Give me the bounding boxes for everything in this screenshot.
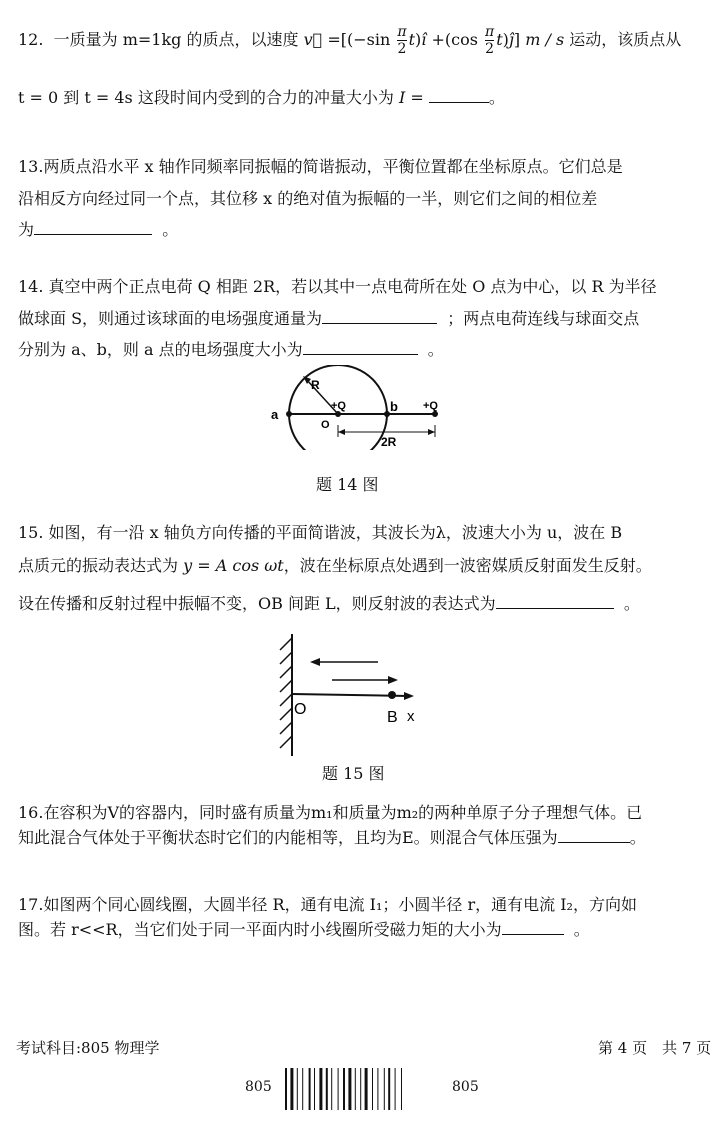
label-b: b bbox=[390, 399, 398, 414]
q14-line2: 做球面 S，则通过该球面的电场强度通量为 ；两点电荷连线与球面交点 bbox=[18, 309, 640, 328]
q17-line2: 图。若 r<<R，当它们处于同一平面内时小线圈所受磁力矩的大小为 。 bbox=[18, 920, 590, 939]
q14-line3: 分别为 a、b，则 a 点的电场强度大小为 。 bbox=[18, 340, 444, 359]
answer-blank[interactable] bbox=[558, 828, 630, 843]
label-O: O bbox=[321, 419, 330, 431]
q14-figure bbox=[265, 365, 455, 450]
barcode-label-left: 805 bbox=[245, 1079, 272, 1095]
page-number: 第 4 页 共 7 页 bbox=[598, 1039, 712, 1057]
q15-figure bbox=[268, 630, 428, 760]
q16-line2: 知此混合气体处于平衡状态时它们的内能相等，且均为E。则混合气体压强为 。 bbox=[18, 828, 646, 847]
label-B: B bbox=[387, 709, 398, 726]
label-x: x bbox=[407, 708, 415, 725]
point-a bbox=[286, 411, 292, 417]
answer-blank[interactable] bbox=[429, 88, 489, 103]
barcode bbox=[285, 1068, 443, 1110]
q15-line3: 设在传播和反射过程中振幅不变，OB 间距 L，则反射波的表达式为 。 bbox=[18, 594, 640, 613]
point-B bbox=[388, 691, 396, 699]
q13-line1: 13.两质点沿水平 x 轴作同频率同振幅的简谐振动，平衡位置都在坐标原点。它们总是 bbox=[18, 157, 623, 176]
q12-line2: t = 0 到 t = 4s 这段时间内受到的合力的冲量大小为 I = 。 bbox=[18, 88, 505, 107]
q15-line2: 点质元的振动表达式为 y = A cos ωt，波在坐标原点处遇到一波密媒质反射面发生反射。 bbox=[18, 556, 652, 575]
barcode-label-right: 805 bbox=[452, 1079, 479, 1095]
label-2R: 2R bbox=[381, 435, 397, 449]
answer-blank[interactable] bbox=[322, 309, 437, 324]
q15-caption: 题 15 图 bbox=[322, 764, 385, 783]
q13-line3: 为 。 bbox=[18, 220, 179, 239]
label-R: R bbox=[311, 378, 320, 392]
q14-line1: 14. 真空中两个正点电荷 Q 相距 2R，若以其中一点电荷所在处 O 点为中心，以 R 为半径 bbox=[18, 277, 657, 296]
exam-subject: 考试科目:805 物理学 bbox=[16, 1039, 160, 1057]
pi-over-2-frac: $\frac{\pi}{2}$ bbox=[397, 24, 407, 57]
q12-line1: 12. 一质量为 m=1kg 的质点，以速度 v⃗ =[(−sin $\frac{\pi}{2}$ t)î +(cos $\frac{\pi}{2}$ t)ĵ] m / s 运动，该质点从 bbox=[18, 24, 682, 57]
label-Q2: +Q bbox=[423, 400, 438, 412]
q15-line1: 15. 如图，有一沿 x 轴负方向传播的平面简谐波，其波长为λ，波速大小为 u，波在 B bbox=[18, 523, 623, 542]
answer-blank[interactable] bbox=[34, 220, 152, 235]
q13-line2: 沿相反方向经过同一个点，其位移 x 的绝对值为振幅的一半，则它们之间的相位差 bbox=[18, 189, 598, 208]
label-Q1: +Q bbox=[331, 400, 346, 412]
q16-line1: 16.在容积为V的容器内，同时盛有质量为m₁和质量为m₂的两种单原子分子理想气体。已 bbox=[18, 803, 643, 822]
q14-caption: 题 14 图 bbox=[316, 475, 379, 494]
answer-blank[interactable] bbox=[502, 920, 564, 935]
q17-line1: 17.如图两个同心圆线圈，大圆半径 R，通有电流 I₁；小圆半径 r，通有电流 I₂，方向如 bbox=[18, 895, 637, 914]
answer-blank[interactable] bbox=[496, 594, 614, 609]
pi-over-2-frac: $\frac{\pi}{2}$ bbox=[485, 24, 495, 57]
answer-blank[interactable] bbox=[303, 340, 418, 355]
label-a: a bbox=[271, 407, 279, 422]
label-O: O bbox=[294, 701, 307, 718]
wall-hatching bbox=[280, 638, 292, 748]
